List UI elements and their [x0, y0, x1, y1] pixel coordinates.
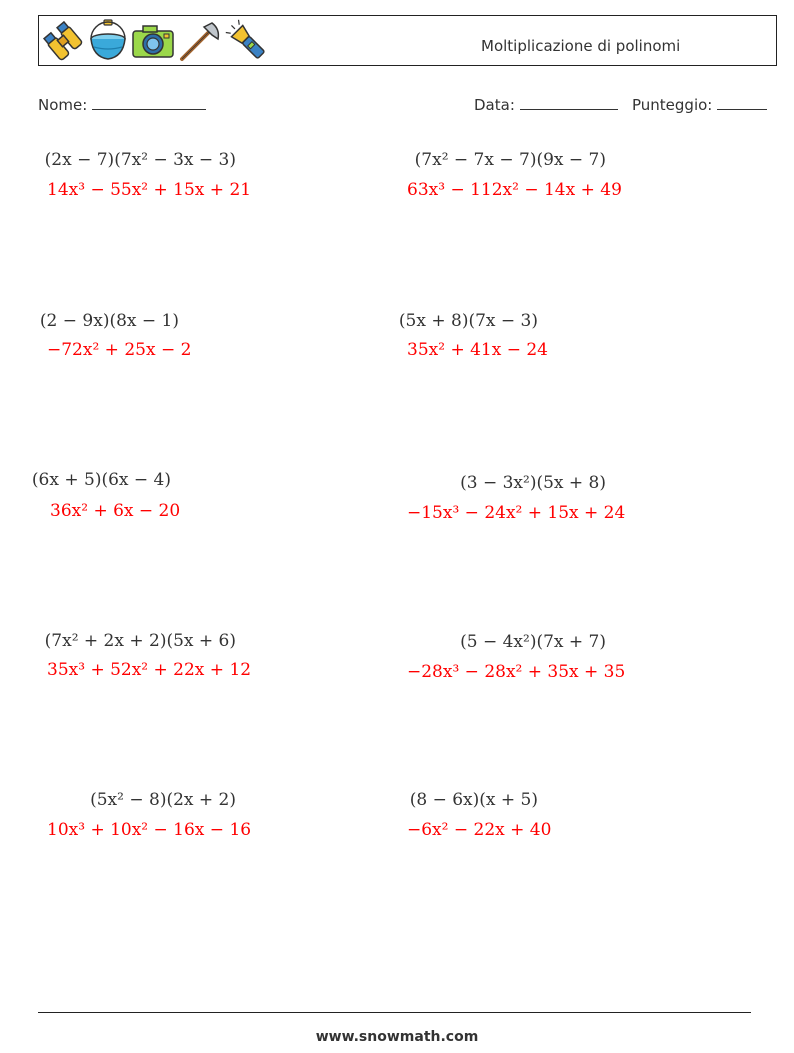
- problem-answer: 35x² + 41x − 24: [407, 340, 548, 360]
- score-field: [632, 95, 767, 114]
- problem-answer: −28x³ − 28x² + 35x + 35: [407, 662, 626, 682]
- camera-icon: [131, 19, 175, 63]
- problem-answer: −6x² − 22x + 40: [407, 820, 552, 840]
- worksheet-header: [38, 15, 777, 66]
- bucket-icon: [88, 19, 128, 63]
- problem-answer: 63x³ − 112x² − 14x + 49: [407, 180, 622, 200]
- name-label: Nome:: [38, 96, 88, 114]
- name-field: [38, 95, 206, 114]
- problem-expression: (5x² − 8)(2x + 2): [90, 790, 236, 810]
- footer-divider: [38, 1012, 751, 1013]
- problem-answer: 10x³ + 10x² − 16x − 16: [47, 820, 252, 840]
- header-icons: [41, 19, 269, 63]
- date-blank-line[interactable]: [520, 95, 618, 110]
- name-blank-line[interactable]: [92, 95, 206, 110]
- problem-expression: (5x + 8)(7x − 3): [398, 311, 538, 331]
- problem-expression: (6x + 5)(6x − 4): [31, 470, 171, 490]
- problem-expression: (5 − 4x²)(7x + 7): [460, 632, 606, 652]
- problem-answer: 36x² + 6x − 20: [50, 501, 181, 521]
- flashlight-icon: [225, 19, 269, 63]
- problem-expression: (2 − 9x)(8x − 1): [39, 311, 179, 331]
- axe-icon: [178, 19, 222, 63]
- problem-expression: (2x − 7)(7x² − 3x − 3): [44, 150, 236, 170]
- footer-url[interactable]: www.snowmath.com: [315, 1029, 479, 1045]
- date-field: [474, 95, 618, 114]
- problem-answer: −15x³ − 24x² + 15x + 24: [407, 503, 626, 523]
- problem-expression: (7x² + 2x + 2)(5x + 6): [44, 631, 236, 651]
- score-blank-line[interactable]: [717, 95, 767, 110]
- problem-expression: (3 − 3x²)(5x + 8): [460, 473, 606, 493]
- date-label: Data:: [474, 96, 515, 114]
- problem-answer: 35x³ + 52x² + 22x + 12: [47, 660, 252, 680]
- worksheet-title: Moltiplicazione di polinomi: [481, 37, 681, 55]
- score-label: Punteggio:: [632, 96, 713, 114]
- problem-answer: 14x³ − 55x² + 15x + 21: [47, 180, 252, 200]
- problem-answer: −72x² + 25x − 2: [47, 340, 192, 360]
- problem-expression: (8 − 6x)(x + 5): [409, 790, 538, 810]
- problem-expression: (7x² − 7x − 7)(9x − 7): [414, 150, 606, 170]
- binoculars-icon: [41, 19, 85, 63]
